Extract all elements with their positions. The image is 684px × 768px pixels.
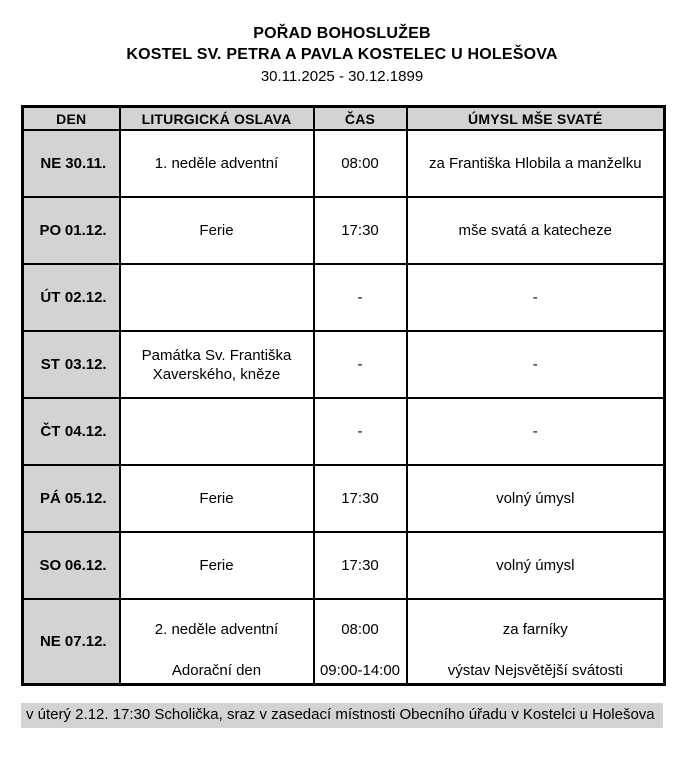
table-row bbox=[23, 331, 665, 398]
time-cell: - bbox=[314, 398, 407, 465]
time-line1: 08:00 bbox=[341, 620, 379, 638]
day-abbr: SO bbox=[39, 557, 62, 574]
day-date: 06.12. bbox=[64, 557, 107, 574]
celebration-cell: 1. neděle adventní bbox=[120, 130, 314, 197]
time-cell: 08:00 bbox=[314, 130, 407, 197]
celebration-cell: Ferie bbox=[120, 197, 314, 264]
day-cell bbox=[23, 599, 120, 685]
footer-note: v úterý 2.12. 17:30 Scholička, sraz v zasedací místnosti Obecního úřadu v Kostelci u Holešova bbox=[21, 703, 663, 728]
intention-cell bbox=[407, 599, 665, 685]
celebration-cell: Ferie bbox=[120, 532, 314, 599]
day-date: 04.12. bbox=[64, 423, 107, 440]
day-date: 01.12. bbox=[64, 222, 107, 239]
celebration-cell bbox=[120, 398, 314, 465]
table-row bbox=[23, 197, 665, 264]
time-cell: - bbox=[314, 264, 407, 331]
day-abbr: NE bbox=[40, 155, 62, 172]
intention-cell: - bbox=[407, 331, 665, 398]
table-row bbox=[23, 465, 665, 532]
time-cell: - bbox=[314, 331, 407, 398]
table-row bbox=[23, 264, 665, 331]
intention-cell: - bbox=[407, 264, 665, 331]
day-cell bbox=[23, 197, 120, 264]
day-cell bbox=[23, 532, 120, 599]
intention-cell: mše svatá a katecheze bbox=[407, 197, 665, 264]
time-cell bbox=[314, 599, 407, 685]
celebration-cell: Památka Sv. Františka Xaverského, kněze bbox=[120, 331, 314, 398]
day-date: 30.11. bbox=[65, 155, 107, 172]
intention-cell: za Františka Hlobila a manželku bbox=[407, 130, 665, 197]
page-title: POŘAD BOHOSLUŽEB bbox=[253, 25, 431, 42]
day-cell bbox=[23, 130, 120, 197]
day-abbr: ÚT bbox=[40, 289, 61, 306]
title-block bbox=[0, 0, 684, 87]
schedule-table bbox=[21, 105, 666, 686]
celebration-cell bbox=[120, 599, 314, 685]
date-range: 30.11.2025 - 30.12.1899 bbox=[260, 68, 424, 85]
day-cell bbox=[23, 465, 120, 532]
table-row bbox=[23, 532, 665, 599]
day-date: 05.12. bbox=[64, 490, 107, 507]
time-cell: 17:30 bbox=[314, 532, 407, 599]
intention-line1: za farníky bbox=[502, 620, 568, 638]
day-abbr: NE bbox=[39, 633, 61, 650]
church-name: KOSTEL SV. PETRA A PAVLA KOSTELEC U HOLEŠOVA bbox=[126, 46, 558, 63]
day-date: 02.12. bbox=[64, 289, 107, 306]
time-cell: 17:30 bbox=[314, 197, 407, 264]
celebration-line1: 2. neděle adventní bbox=[154, 620, 279, 638]
intention-cell: volný úmysl bbox=[407, 532, 665, 599]
intention-cell: - bbox=[407, 398, 665, 465]
col-header-day: DEN bbox=[23, 107, 120, 131]
celebration-cell bbox=[120, 264, 314, 331]
celebration-line2: Adorační den bbox=[171, 662, 262, 679]
table-header-row bbox=[23, 107, 665, 131]
day-cell bbox=[23, 398, 120, 465]
time-cell: 17:30 bbox=[314, 465, 407, 532]
table-row bbox=[23, 130, 665, 197]
day-cell bbox=[23, 264, 120, 331]
col-header-intention: ÚMYSL MŠE SVATÉ bbox=[407, 107, 665, 131]
time-line2: 09:00-14:00 bbox=[319, 662, 401, 679]
intention-line2: výstav Nejsvětější svátosti bbox=[447, 662, 623, 679]
day-abbr: PÁ bbox=[39, 490, 61, 507]
day-abbr: ST bbox=[40, 356, 60, 373]
celebration-cell: Ferie bbox=[120, 465, 314, 532]
intention-cell: volný úmysl bbox=[407, 465, 665, 532]
day-abbr: ČT bbox=[40, 423, 61, 440]
day-cell bbox=[23, 331, 120, 398]
table-row bbox=[23, 599, 665, 685]
day-abbr: PO bbox=[39, 222, 62, 239]
table-row bbox=[23, 398, 665, 465]
col-header-time: ČAS bbox=[314, 107, 407, 131]
col-header-celebration: LITURGICKÁ OSLAVA bbox=[120, 107, 314, 131]
day-date: 03.12. bbox=[64, 356, 107, 373]
day-date: 07.12. bbox=[64, 633, 107, 650]
